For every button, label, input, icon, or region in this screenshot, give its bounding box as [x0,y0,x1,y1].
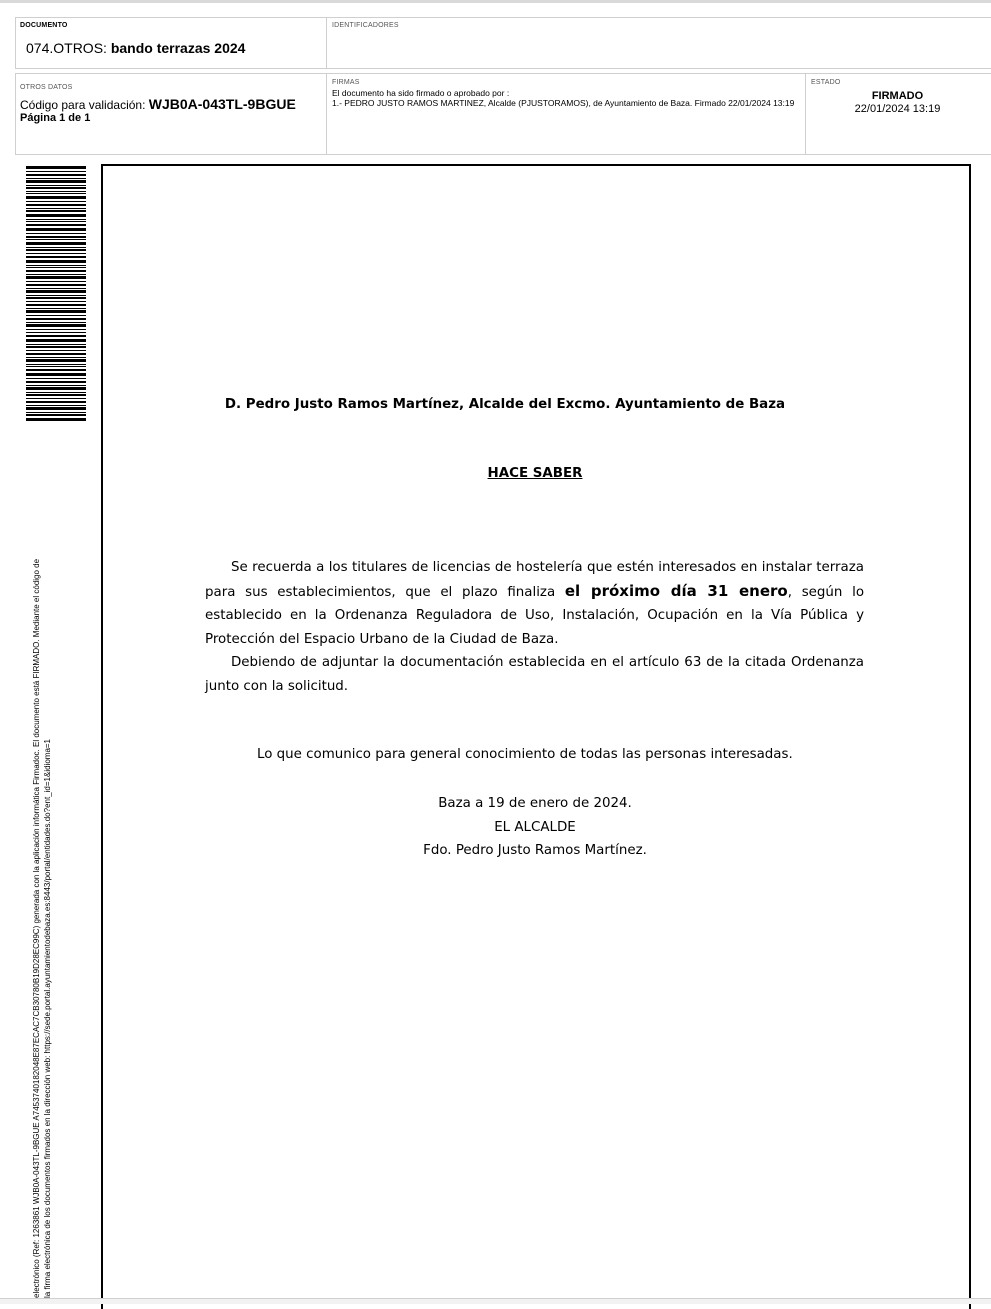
page-info: Página 1 de 1 [20,112,91,124]
estado-datetime: 22/01/2024 13:19 [854,103,941,115]
letter-title: HACE SABER [487,466,583,481]
signature-block [101,792,969,863]
letter-body [205,556,864,698]
page-frame [101,164,971,1309]
firmas-intro: El documento ha sido firmado o aprobado por : [332,88,510,98]
top-divider [0,0,991,3]
firmas-label: FIRMAS [332,79,360,86]
estado-status: FIRMADO [871,90,924,102]
signer-name: Fdo. Pedro Justo Ramos Martínez. [423,843,647,858]
validation-prefix: Código para validación: [20,98,146,112]
paragraph-1 [205,556,864,651]
letter-heading: D. Pedro Justo Ramos Martínez, Alcalde del Excmo. Ayuntamiento de Baza [224,397,786,412]
documento-label: DOCUMENTO [20,22,68,29]
document-prefix: 074.OTROS: [26,40,107,56]
firmas-box [326,73,806,155]
paragraph-1-end: , según lo establecido en la Ordenanza Reguladora de Uso, Instalación, Ocupación en la Vía Pública y Protección del Espacio Urbano de la Ciudad de Baza. [205,584,865,647]
bottom-divider [0,1298,991,1304]
estado-box [805,73,991,155]
document-name: bando terrazas 2024 [110,40,246,56]
otros-datos-box [15,73,327,155]
closing-line: Lo que comunico para general conocimiento de todas las personas interesadas. [257,747,793,762]
document-title [26,40,245,56]
barcode-icon [26,166,86,421]
paragraph-2: Debiendo de adjuntar la documentación establecida en el artículo 63 de la citada Ordenanza junto con la solicitud. [205,655,864,694]
validation-code: WJB0A-043TL-9BGUE [148,96,296,112]
firmas-text [332,88,800,108]
estado-label: ESTADO [811,79,841,86]
place-date: Baza a 19 de enero de 2024. [438,796,632,811]
side-text-line-2: la firma electrónica de los documentos firmados en la dirección web: https://sede.portal.ayuntamientodebaza.es:8443/portal/entidades.do?ent_id=1&idioma=1 [43,738,52,1298]
validation-line [20,96,296,112]
identificadores-box [326,17,991,69]
signer-role: EL ALCALDE [494,819,576,835]
firmas-signer: 1.- PEDRO JUSTO RAMOS MARTINEZ, Alcalde (PJUSTORAMOS), de Ayuntamiento de Baza. Firmado 22/01/2024 13:19 [332,98,795,108]
identificadores-label: IDENTIFICADORES [332,22,399,29]
side-text-line-1: electrónico (Ref: 1263861 WJB0A-043TL-9BGUE A7453740182048E87ECAC7CB30780B19D28EC99C) generada con la aplicación informática Firmadoc. El documento está FIRMADO. Mediante el código de [32,558,41,1298]
documento-box [15,17,327,69]
paragraph-1-start: Se recuerda a los titulares de licencias de hostelería que estén interesados en instalar terraza para sus establecimientos, que el plazo finaliza [205,560,864,600]
deadline-emphasis: el próximo día 31 enero [564,581,788,600]
otros-datos-label: OTROS DATOS [20,84,73,91]
